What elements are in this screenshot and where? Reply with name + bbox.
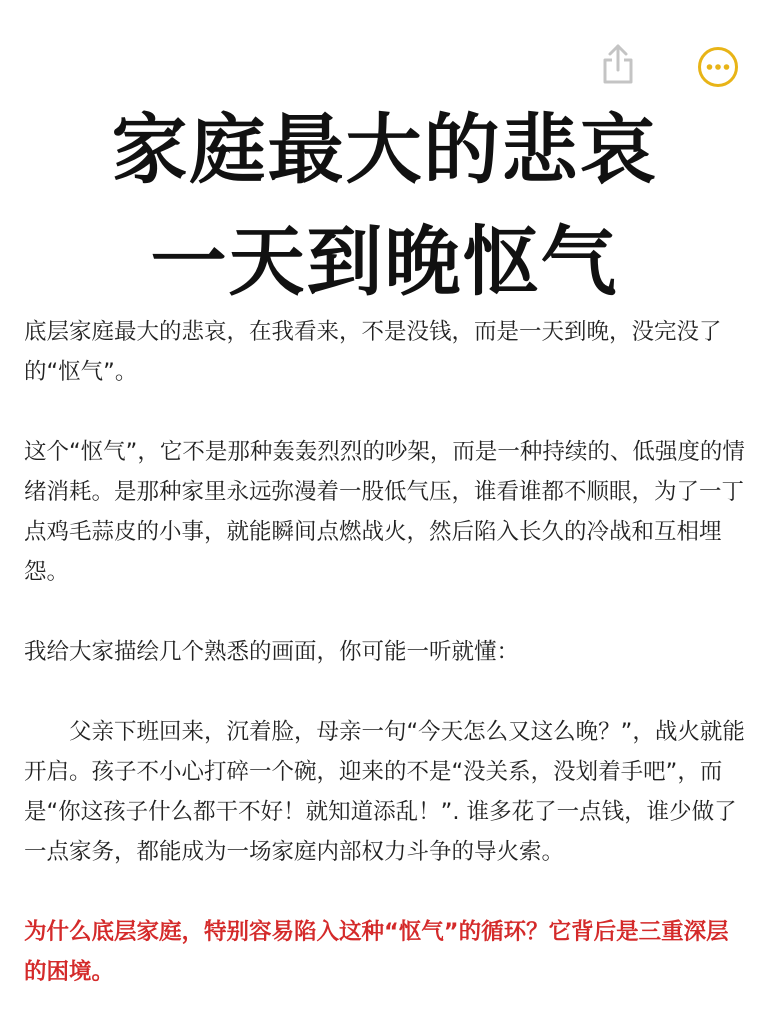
article-body: [24, 312, 746, 992]
more-options-button[interactable]: [696, 45, 740, 89]
article-title: [0, 94, 769, 318]
title-line-2: 一天到晚怄气: [150, 217, 619, 306]
paragraph-lead-in: 我给大家描绘几个熟悉的画面，你可能一听就懂：: [24, 639, 520, 665]
paragraph-examples: 父亲下班回来，沉着脸，母亲一句“今天怎么又这么晚？”，战火就能开启。孩子不小心打碎一个碗，迎来的不是“没关系，没划着手吧”，而是“你这孩子什么都干不好！就知道添乱！”. 谁多花了一点钱，谁少做了一点家务，都能成为一场家庭内部权力斗争的导火索。: [24, 719, 745, 865]
highlight-paragraph: 为什么底层家庭，特别容易陷入这种“怄气”的循环？它背后是三重深层的困境。: [24, 919, 729, 985]
top-toolbar: [0, 0, 769, 96]
paragraph-gap: [24, 392, 746, 432]
paragraph-intro: 底层家庭最大的悲哀，在我看来，不是没钱，而是一天到晚，没完没了的“怄气”。: [24, 319, 722, 385]
title-line-1: 家庭最大的悲哀: [111, 105, 658, 194]
paragraph-gap: [24, 872, 746, 912]
paragraph-gap: [24, 592, 746, 632]
share-button[interactable]: [596, 40, 640, 88]
share-icon: [601, 43, 635, 85]
paragraph-definition: 这个“怄气”，它不是那种轰轰烈烈的吵架，而是一种持续的、低强度的情绪消耗。是那种家里永远弥漫着一股低气压，谁看谁都不顺眼，为了一丁点鸡毛蒜皮的小事，就能瞬间点燃战火，然后陷入长久的冷战和互相埋怨。: [24, 439, 745, 585]
paragraph-gap: [24, 672, 746, 712]
more-options-icon: [696, 45, 740, 89]
